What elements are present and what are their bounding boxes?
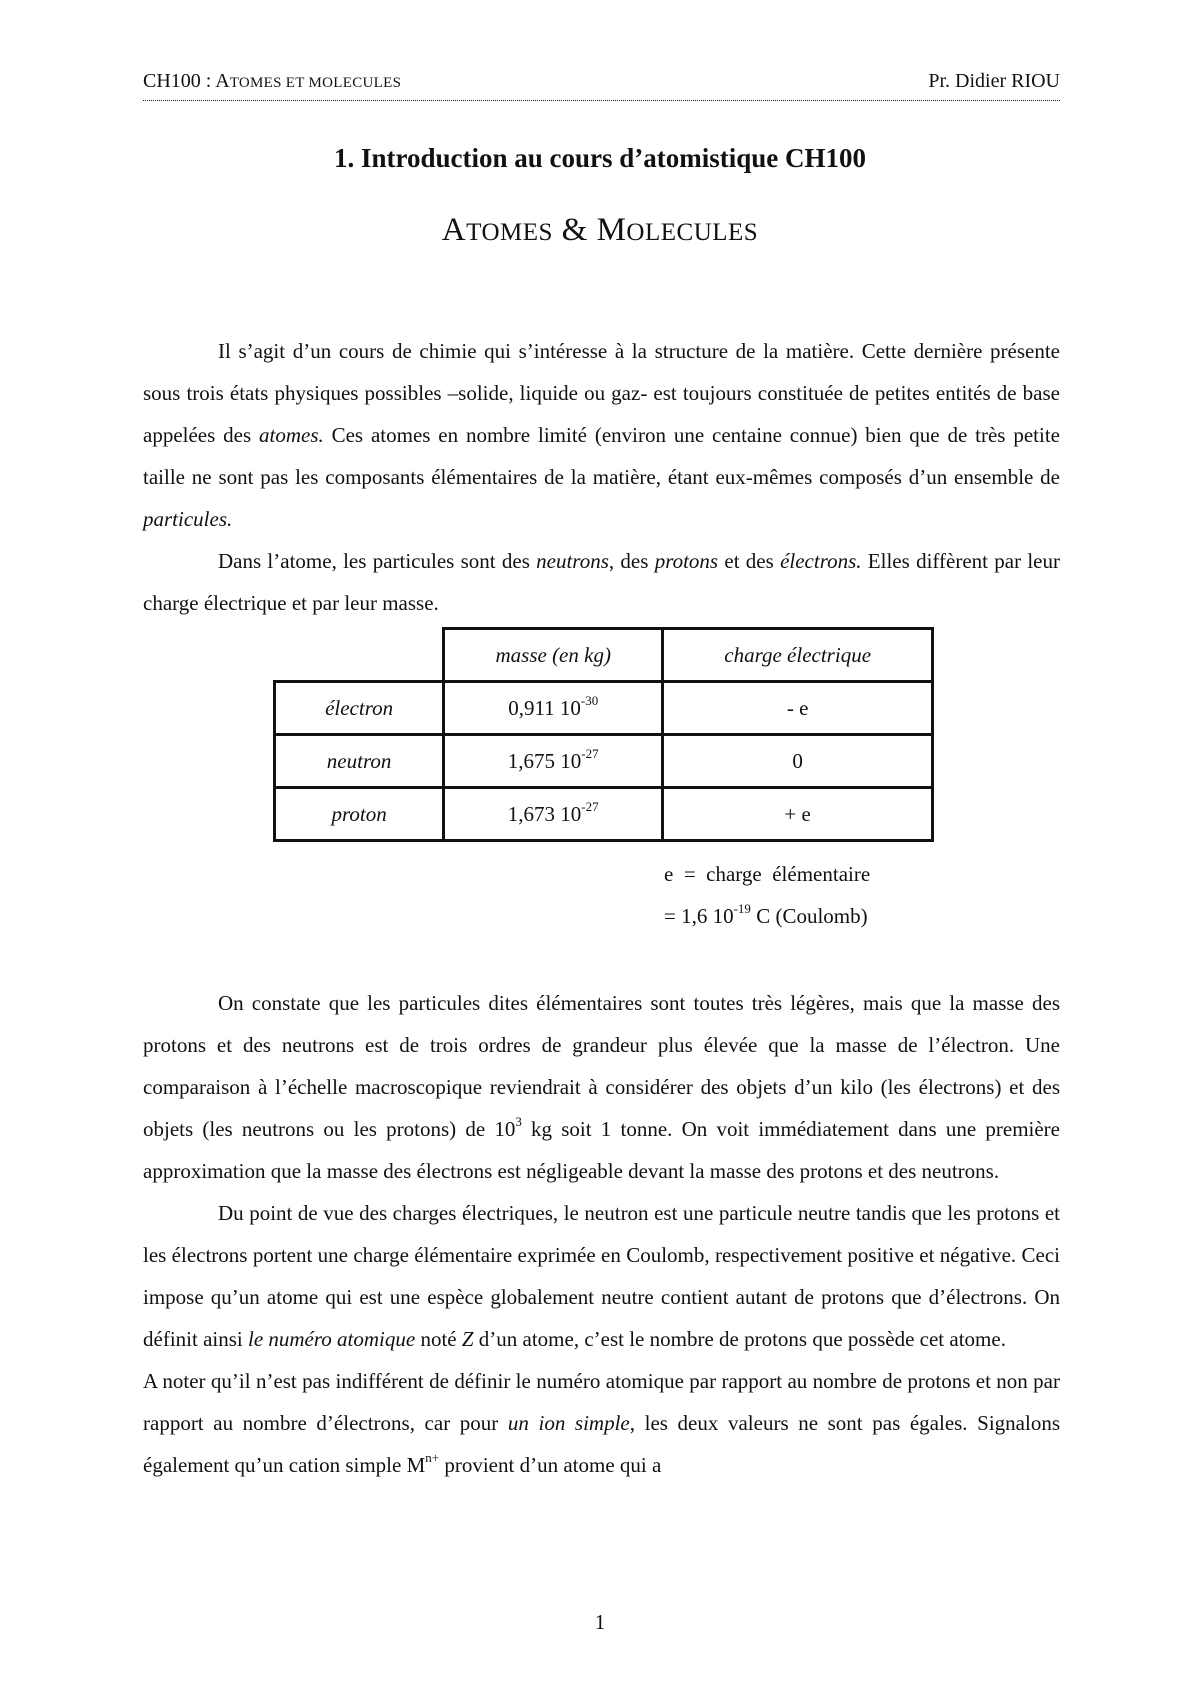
paragraph-intro: Il s’agit d’un cours de chimie qui s’intéresse à la structure de la matière. Cette dernière présente sous trois états physiques possibles –solide, liquide ou gaz- est toujours constituée de petites entités de base appelées des atomes. Ces atomes en nombre limité (environ une centaine connue) bien que de très petite taille ne sont pas les composants élémentaires de la matière, étant eux-mêmes composés d’un ensemble de particules. [143, 339, 1060, 531]
table-row [275, 682, 933, 735]
header-author: Pr. Didier RIOU [928, 70, 1060, 92]
particle-mass: 1,673 $10^{-27}$ [444, 788, 663, 841]
discussion-section [143, 982, 1060, 1486]
particle-name: neutron [275, 735, 444, 788]
page-number: 1 [594, 1610, 606, 1634]
particles-table [273, 627, 934, 842]
paragraph-particles: Dans l’atome, les particules sont des neutrons, des protons et des électrons. Elles diffèrent par leur charge électrique et par leur masse. [143, 549, 1060, 615]
particle-charge: 0 [663, 735, 933, 788]
table-header-row [275, 629, 933, 682]
particle-name: proton [275, 788, 444, 841]
table-row [275, 788, 933, 841]
column-header-mass: masse (en kg) [444, 629, 663, 682]
particle-charge: + e [663, 788, 933, 841]
charge-note-line2: = 1,6 $10^{-19}$ C (Coulomb) [664, 901, 868, 928]
particle-name: électron [275, 682, 444, 735]
intro-section [143, 330, 1060, 624]
column-header-charge: charge électrique [663, 629, 933, 682]
table-row [275, 735, 933, 788]
paragraph-charges: Du point de vue des charges électriques, le neutron est une particule neutre tandis que les protons et les électrons portent une charge élémentaire exprimée en Coulomb, respectivement positive et négative. Ceci impose qu’un atome qui est une espèce globalement neutre contient autant de protons que d’électrons. On définit ainsi le numéro atomique noté Z d’un atome, c’est le nombre de protons que possède cet atome. [143, 1201, 1060, 1351]
running-header [143, 70, 1060, 101]
particle-mass: 1,675 $10^{-27}$ [444, 735, 663, 788]
header-course-title: CH100 : ATOMES ET MOLECULES [143, 70, 402, 92]
course-subtitle: ATOMES & MOLECULES [441, 212, 759, 248]
particle-charge: - e [663, 682, 933, 735]
charge-note-line1: e = charge élémentaire [664, 862, 871, 886]
chapter-title: 1. Introduction au cours d’atomistique CH100 [333, 143, 867, 173]
paragraph-mass-comparison: On constate que les particules dites élémentaires sont toutes très légères, mais que la masse des protons et des neutrons est de trois ordres de grandeur plus élevée que la masse de l’électron. Une comparaison à l’échelle macroscopique reviendrait à considérer des objets d’un kilo (les électrons) et des objets (les neutrons ou les protons) de $10^3$ kg soit 1 tonne. On voit immédiatement dans une première approximation que la masse des électrons est négligeable devant la masse des protons et des neutrons. [143, 991, 1061, 1183]
paragraph-atomic-number: A noter qu’il n’est pas indifférent de définir le numéro atomique par rapport au nombre de protons et non par rapport au nombre d’électrons, car pour un ion simple, les deux valeurs ne sont pas égales. Signalons également qu’un cation simple $M^{n+}$ provient d’un atome qui a [143, 1369, 1060, 1477]
particle-mass: 0,911 $10^{-30}$ [444, 682, 663, 735]
